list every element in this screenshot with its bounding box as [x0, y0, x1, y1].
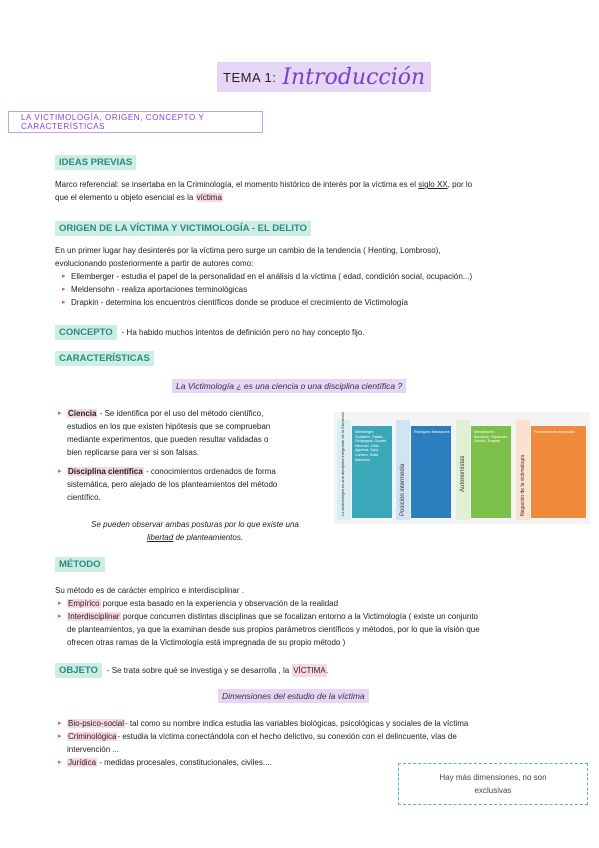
- ciencia-label: Ciencia: [68, 409, 97, 418]
- title-introduccion: Introducción: [282, 64, 426, 90]
- list-item: [58, 407, 328, 459]
- crim-label: Criminológica: [68, 732, 117, 741]
- ideas-siglo: siglo XX: [418, 180, 448, 189]
- crim-text: - estudia la víctima conectándola con el hecho delictivo, su conexión con el delincuente, vías de: [117, 732, 457, 741]
- diagram-col-4-items: Planteamiento expresado: [534, 430, 575, 434]
- list-item: [58, 717, 593, 730]
- concepto-text: - Ha habido muchos intentos de definición pero no hay concepto fijo.: [121, 328, 365, 337]
- list-item: [58, 465, 328, 504]
- title-tema: TEMA 1:: [223, 69, 277, 85]
- objeto-text: - Se trata sobre qué se investiga y se desarrolla , la: [106, 666, 290, 675]
- posturas-c: de planteamientos.: [175, 533, 244, 542]
- heading-caracteristicas: CARACTERÍSTICAS: [55, 351, 154, 366]
- disciplina-line: científico.: [67, 493, 101, 502]
- heading-metodo: MÉTODO: [55, 557, 105, 572]
- origen-line2: evolucionando posteriormente a partir de autores como:: [55, 259, 254, 268]
- empirico-label: Empírico: [68, 599, 100, 608]
- list-item: [58, 730, 593, 756]
- heading-concepto: CONCEPTO: [55, 325, 117, 340]
- bio-text: - tal como su nombre indica estudia las variables biológicas, psicológicas y sociales de la víctima: [125, 719, 469, 728]
- page-title: [217, 62, 431, 92]
- disciplina-line: sistemática, pero alejado de los planteamientos del método: [67, 480, 278, 489]
- heading-objeto: OBJETO: [55, 663, 102, 678]
- ciencia-line: mediante experimentos, que pueden resultar validadas o: [67, 435, 269, 444]
- diagram-col-2-title: Posición intermedia: [400, 463, 406, 516]
- diagram-svg: [334, 412, 590, 524]
- ideas-text-d: que el elemento u objeto esencial es la: [55, 193, 194, 202]
- interdisciplinar-line: de planteamientos, ya que la examinan desde sus propios parámetros científicos y métodos, por lo que la visión que: [67, 625, 480, 634]
- list-item: [58, 597, 593, 610]
- objeto-row: [55, 663, 329, 678]
- interdisciplinar-line: porque concurren distintas disciplinas que se focalizan entorno a la Victimología ( existe un conjunto: [122, 612, 478, 621]
- dimensiones-heading: Dimensiones del estudio de la víctima: [218, 689, 369, 703]
- heading-origen: ORIGEN DE LA VÍCTIMA Y VICTIMOLOGÍA - EL DELITO: [55, 221, 311, 236]
- diagram-col-2-items: Rodríguez Manzanera: [414, 430, 450, 434]
- concepto-row: [55, 325, 365, 340]
- ideas-victima: víctima: [196, 193, 222, 202]
- diagram-col-1-title: La victimología es una disciplina integrante de la Criminología: [340, 412, 345, 516]
- ideas-paragraph: [55, 178, 595, 204]
- note-line2: exclusivas: [474, 786, 512, 795]
- crim-text2: intervención ...: [67, 745, 120, 754]
- origen-paragraph: [55, 244, 595, 270]
- disciplina-label: Disciplina científica: [68, 467, 143, 476]
- subtitle-text: LA VICTIMOLOGÍA, ORIGEN, CONCEPTO Y CARACTERÍSTICAS: [21, 113, 205, 131]
- disciplina-line: - conocimientos ordenados de forma: [145, 467, 276, 476]
- jur-text: - medidas procesales, constitucionales, civiles....: [99, 758, 272, 767]
- objeto-victima: VÍCTIMA: [293, 666, 326, 675]
- diagram-col-4-title: Negación de la victimología: [520, 454, 526, 516]
- note-box: [398, 763, 588, 805]
- note-line1: Hay más dimensiones, no son: [439, 773, 547, 782]
- origen-list: [62, 270, 592, 309]
- posturas-note: [70, 518, 320, 544]
- list-item: ▸ Ellemberger - estudia el papel de la personalidad en el análisis d la víctima ( edad, condición social, ocupación...): [62, 270, 592, 283]
- list-item: [58, 610, 593, 649]
- origen-line1: En un primer lugar hay desinterés por la víctima pero surge un cambio de la tendencia ( Henting, Lombroso),: [55, 246, 441, 255]
- dimensiones-list: [58, 717, 593, 769]
- jur-label: Jurídica: [68, 758, 97, 767]
- posturas-a: Se pueden observar ambas posturas por lo que existe una: [91, 520, 299, 529]
- diagram-col-1-items: Ellenberger, Goldstein, Fattah, Gelapagos, Guzetti, Neuman, Vidal, Aguilera, Sanz Cantero, Hilda Marchiori: [355, 430, 387, 462]
- ideas-text-a: Marco referencial: se insertaba en la Criminología, el momento histórico de interés por la víctima es el: [55, 180, 417, 189]
- list-item: ▸ Drapkin - determina los encuentros científicos donde se produce el crecimiento de Victimología: [62, 296, 592, 309]
- diagram-col-3-title: Autonomistas: [460, 455, 466, 492]
- diagram-col-4: [516, 420, 586, 520]
- ciencia-line: estudios en los que existen hipótesis que se comprueban: [67, 422, 271, 431]
- objeto-end: .: [326, 666, 329, 675]
- caracteristicas-list: [58, 407, 328, 504]
- diagram-col-3-items: Mendelsohn, Beniamin, Separovic, Schultz, Drapkin: [474, 430, 508, 444]
- bio-label: Bio-psico-social: [68, 719, 125, 728]
- interdisciplinar-label: Interdisciplinar: [68, 612, 120, 621]
- ideas-text-c: , por lo: [447, 180, 473, 189]
- interdisciplinar-line: ofrecen otras ramas de la Victimología está impregnada de su propio método ): [67, 638, 346, 647]
- postures-diagram: [334, 412, 590, 524]
- heading-ideas-previas: IDEAS PREVIAS: [55, 155, 136, 170]
- metodo-intro: Su método es de carácter empírico e interdisciplinar .: [55, 586, 244, 595]
- list-item: ▸ Meldensohn - realiza aportaciones terminológicas: [62, 283, 592, 296]
- caracteristicas-question: La Victimología ¿ es una ciencia o una disciplina científica ?: [172, 379, 406, 393]
- metodo-list: [58, 597, 593, 649]
- posturas-libertad: libertad: [146, 533, 174, 542]
- subtitle-box: [8, 111, 263, 133]
- ciencia-line: bien replicarse para ver si son falsas.: [67, 448, 200, 457]
- empirico-text: porque esta basado en la experiencia y observación de la realidad: [102, 599, 339, 608]
- ciencia-line: - Se identifica por el uso del método científico,: [99, 409, 264, 418]
